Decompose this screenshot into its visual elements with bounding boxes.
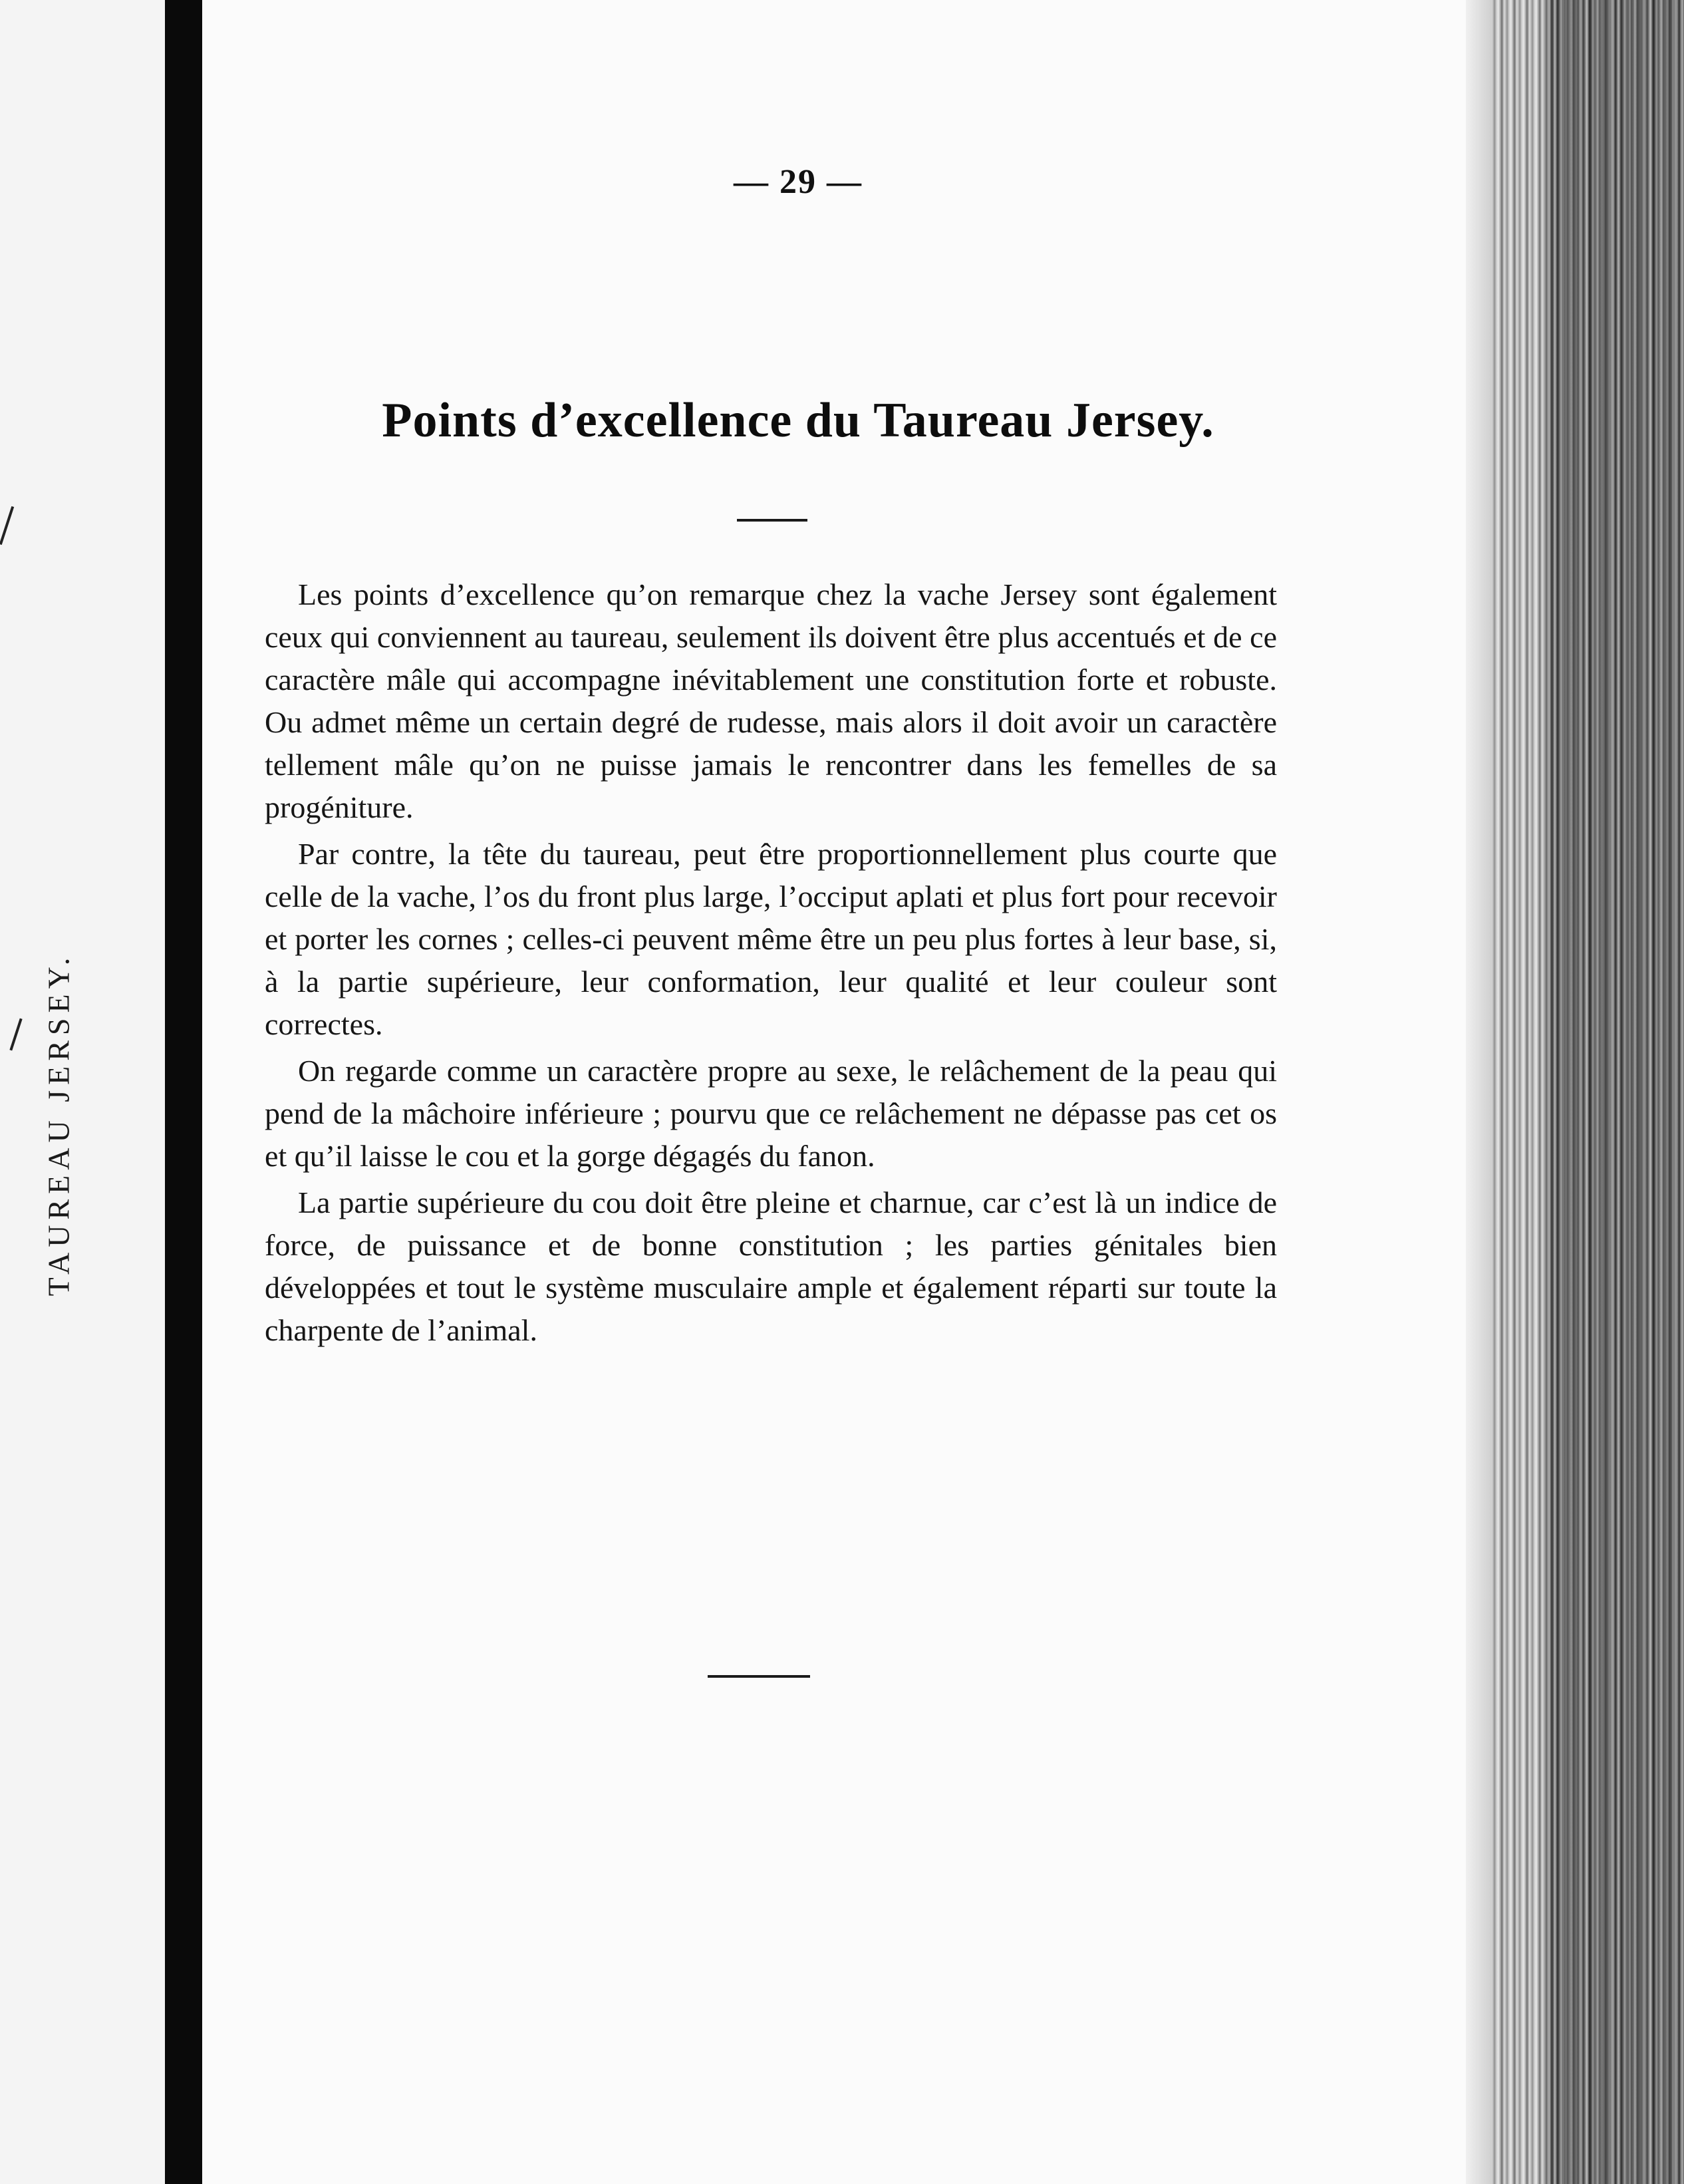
book-gutter (165, 0, 202, 2184)
left-facing-page (0, 0, 165, 2184)
paragraph: Par contre, la tête du taureau, peut être proportionnellement plus courte que celle de la vache, l’os du front plus large, l’occiput aplati et plus fort pour recevoir et porter les cornes ; celles-ci peuvent même être un peu plus fortes à leur base, si, à la partie supérieure, leur conformation, leur qualité et leur couleur sont correctes. (265, 837, 1277, 1041)
paragraph: On regarde comme un caractère propre au sexe, le relâchement de la peau qui pend de la mâchoire inférieure ; pourvu que ce relâchement ne dépasse pas cet os et qu’il laisse le cou et la gorge dégagés du fanon. (265, 1054, 1277, 1173)
paragraph: Les points d’excellence qu’on remarque chez la vache Jersey sont également ceux qui conviennent au taureau, seulement ils doivent être plus accentués et de ce caractère mâle qui accompagne inévitablement une constitution forte et robuste. Ou admet même un certain degré de rudesse, mais alors il doit avoir un caractère tellement mâle qu’on ne puisse jamais le rencontrer dans les femelles de sa progéniture. (265, 577, 1277, 824)
paragraph: La partie supérieure du cou doit être pleine et charnue, car c’est là un indice de force, de puissance et de bonne constitution ; les parties génitales bien développées et tout le système musculaire ample et également réparti sur toute la charpente de l’animal. (265, 1185, 1277, 1347)
spine-label: TAUREAU JERSEY. (41, 952, 76, 1297)
chapter-title: Points d’excellence du Taureau Jersey. (382, 393, 1214, 448)
end-rule (708, 1675, 810, 1678)
page-number: — 29 — (734, 163, 863, 201)
title-rule (737, 519, 807, 522)
page-edges (1466, 0, 1684, 2184)
body-text (265, 573, 1277, 1356)
